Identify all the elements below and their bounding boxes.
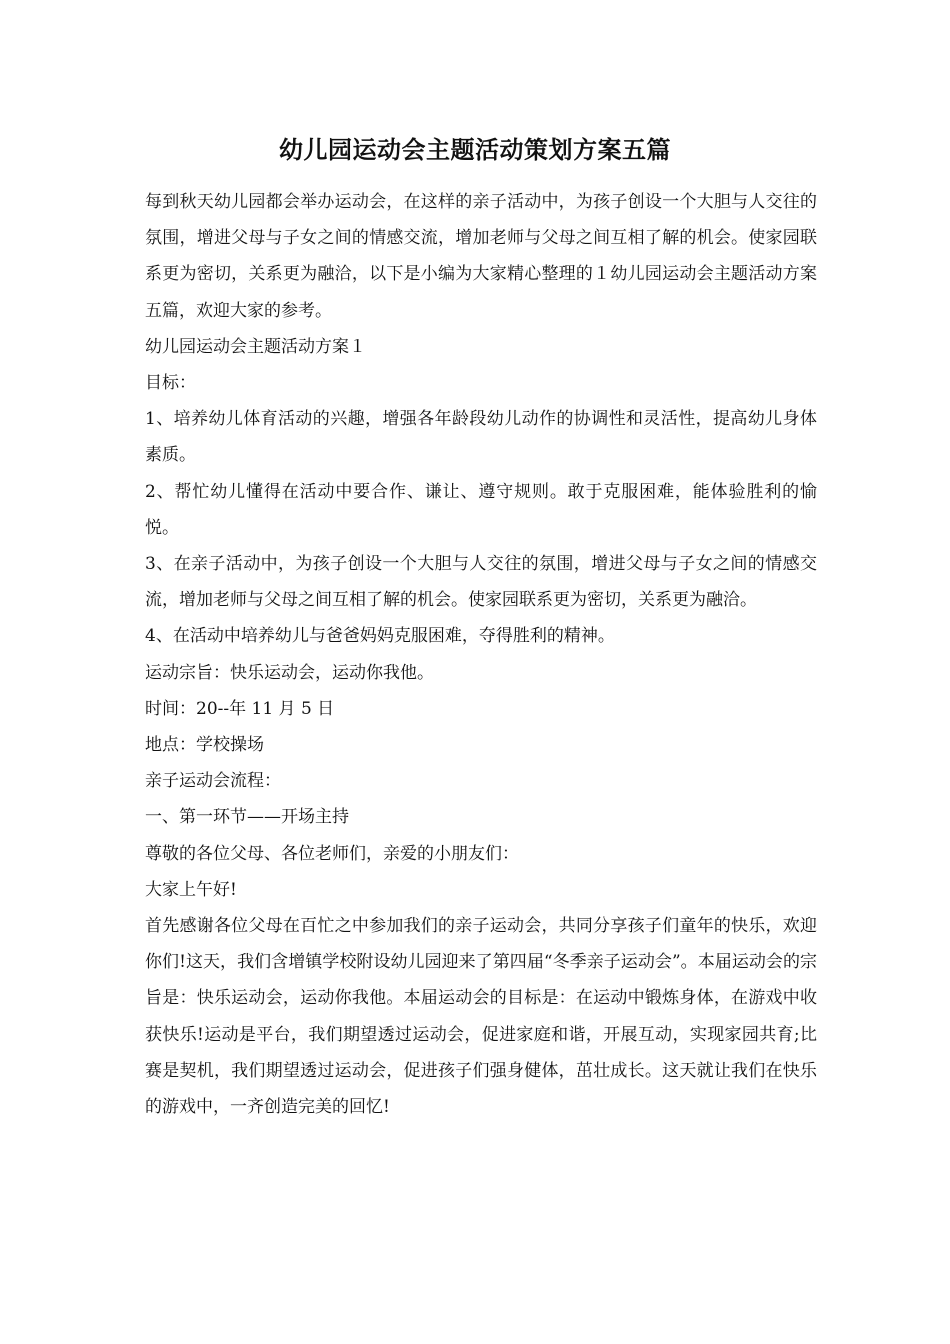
opening-speech-paragraph: 首先感谢各位父母在百忙之中参加我们的亲子运动会，共同分享孩子们童年的快乐，欢迎你们!这天，我们含增镇学校附设幼儿园迎来了第四届“冬季亲子运动会”。本届运动会的宗旨是：快乐运动会，运动你我他。本届运动会的目标是：在运动中锻炼身体，在游戏中收获快乐!运动是平台，我们期望透过运动会，促进家庭和谐，开展互动，实现家园共育;比赛是契机，我们期望透过运动会，促进孩子们强身健体，茁壮成长。这天就让我们在快乐的游戏中，一齐创造完美的回忆!	[145, 916, 817, 1118]
plan-heading: 幼儿园运动会主题活动方案１	[145, 336, 366, 357]
document-title: 幼儿园运动会主题活动策划方案五篇	[279, 135, 671, 164]
intro-paragraph: 每到秋天幼儿园都会举办运动会，在这样的亲子活动中，为孩子创设一个大胆与人交往的氛围，增进父母与子女之间的情感交流，增加老师与父母之间互相了解的机会。使家园联系更为密切，关系更为融洽，以下是小编为大家精心整理的１幼儿园运动会主题活动方案五篇，欢迎大家的参考。	[145, 192, 817, 321]
greeting-line: 尊敬的各位父母、各位老师们，亲爱的小朋友们：	[145, 843, 519, 864]
sports-motto: 运动宗旨：快乐运动会，运动你我他。	[145, 662, 434, 683]
goal-item-2: 2、帮忙幼儿懂得在活动中要合作、谦让、遵守规则。敢于克服困难，能体验胜利的愉悦。	[145, 481, 817, 538]
section-one-heading: 一、第一环节——开场主持	[145, 807, 349, 828]
document-body	[145, 184, 817, 1125]
event-location: 地点：学校操场	[145, 735, 264, 756]
goal-item-1: 1、培养幼儿体育活动的兴趣，增强各年龄段幼儿动作的协调性和灵活性，提高幼儿身体素质。	[145, 409, 817, 466]
goal-item-3: 3、在亲子活动中，为孩子创设一个大胆与人交往的氛围，增进父母与子女之间的情感交流，增加老师与父母之间互相了解的机会。使家园联系更为密切，关系更为融洽。	[145, 554, 817, 611]
goal-item-4: 4、在活动中培养幼儿与爸爸妈妈克服困难，夺得胜利的精神。	[145, 626, 615, 647]
event-process-label: 亲子运动会流程：	[145, 771, 281, 792]
event-time: 时间：20--年 11 月 5 日	[145, 698, 335, 719]
goals-label: 目标：	[145, 373, 196, 394]
good-morning-line: 大家上午好!	[145, 879, 237, 900]
